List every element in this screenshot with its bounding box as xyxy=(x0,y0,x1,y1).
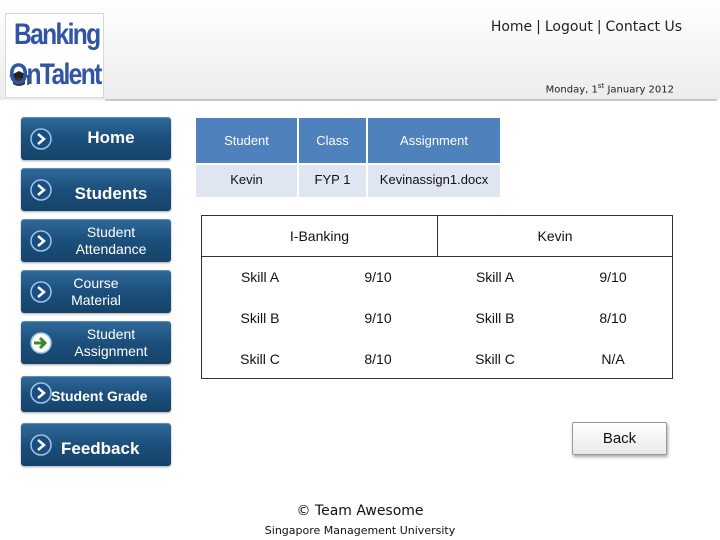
skill-name-cell: Skill A xyxy=(240,269,280,285)
sidebar-item-student-attendance[interactable] xyxy=(21,219,171,262)
nav-separator: | xyxy=(536,19,541,35)
date-prefix: Monday, 1 xyxy=(545,84,598,96)
skills-table xyxy=(201,215,673,379)
header-nav xyxy=(491,19,682,35)
table-header-assignment: Assignment xyxy=(368,118,500,163)
footer-copyright: © Team Awesome xyxy=(296,503,424,519)
table-header-class: Class xyxy=(299,118,366,163)
sidebar-item-students[interactable] xyxy=(21,168,171,211)
skill-name-cell: Skill A xyxy=(475,269,515,285)
skills-header-student: Kevin xyxy=(438,216,672,257)
arrow-right-icon xyxy=(30,230,52,252)
skill-score-cell: 9/10 xyxy=(599,269,627,285)
skill-score-cell: N/A xyxy=(601,351,625,367)
table-cell-student: Kevin xyxy=(196,165,297,197)
sidebar-item-label: Student Attendance xyxy=(75,223,147,257)
skill-score-cell: 9/10 xyxy=(364,310,392,326)
logo-text-line1: Banking xyxy=(14,18,100,51)
skill-score-cell: 8/10 xyxy=(599,310,627,326)
skill-score-cell: 8/10 xyxy=(364,351,392,367)
skills-header-ibanking: I-Banking xyxy=(202,216,437,257)
page-header xyxy=(0,0,720,100)
nav-separator: | xyxy=(596,19,602,35)
arrow-right-icon xyxy=(30,434,52,456)
date-ordinal: st xyxy=(597,82,605,90)
sidebar-item-feedback[interactable] xyxy=(21,423,171,466)
footer-organization: Singapore Management University xyxy=(264,524,456,537)
logo[interactable] xyxy=(5,13,104,98)
nav-link-contact-us[interactable]: Contact Us xyxy=(605,19,682,35)
sidebar-item-label: Course Material xyxy=(71,274,121,308)
sidebar-item-student-assignment[interactable] xyxy=(21,321,171,364)
arrow-right-active-icon xyxy=(30,332,52,354)
arrow-right-icon xyxy=(30,382,52,404)
current-date xyxy=(546,82,674,95)
nav-link-home[interactable]: Home xyxy=(490,19,533,35)
sidebar-item-home[interactable] xyxy=(21,117,171,160)
skill-name-cell: Skill C xyxy=(240,351,280,367)
arrow-right-icon xyxy=(30,128,52,150)
skill-name-cell: Skill B xyxy=(475,310,515,326)
sidebar-item-label: Student Assignment xyxy=(74,325,148,359)
arrow-right-icon xyxy=(30,281,52,303)
arrow-right-icon xyxy=(30,179,52,201)
sidebar-item-course-material[interactable] xyxy=(21,270,171,313)
sidebar-item-label: Students xyxy=(74,183,148,203)
nav-link-logout[interactable]: Logout xyxy=(544,19,593,35)
date-suffix: January 2012 xyxy=(604,84,674,96)
header-divider xyxy=(105,99,717,101)
sidebar-item-label: Home xyxy=(87,128,135,148)
logo-text-line2: OnTalent xyxy=(9,58,101,91)
sidebar-item-student-grade[interactable] xyxy=(21,376,171,412)
table-cell-class: FYP 1 xyxy=(299,165,366,197)
table-header-student: Student xyxy=(196,118,297,163)
skill-name-cell: Skill C xyxy=(475,351,515,367)
skill-score-cell: 9/10 xyxy=(364,269,392,285)
skill-name-cell: Skill B xyxy=(240,310,280,326)
sidebar-item-label: Feedback xyxy=(61,438,140,458)
assignment-file-link[interactable]: Kevinassign1.docx xyxy=(368,165,500,197)
back-button[interactable]: Back xyxy=(572,422,667,455)
sidebar-item-label: Student Grade xyxy=(51,388,148,404)
